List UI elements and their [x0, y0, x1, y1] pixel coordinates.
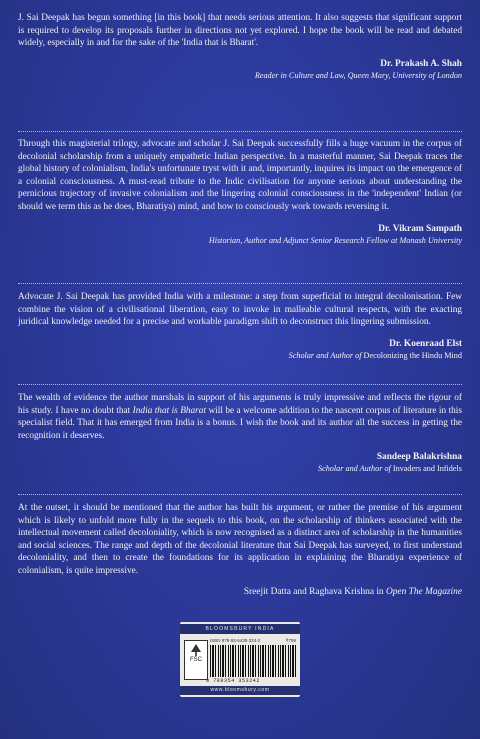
publisher-band: BLOOMSBURY INDIA: [180, 624, 300, 634]
endorsement-balakrishna: [18, 392, 462, 474]
barcode-panel: [180, 622, 300, 697]
price-label: ₹799: [285, 638, 296, 643]
website-band: www.bloomsbury.com: [180, 686, 300, 695]
endorsement-text: J. Sai Deepak has begun something [in this book] that needs serious attention. It also suggests that significant support is required to develop its proposals further in directions not yet explored. I hope the book will be read and debated widely, especially in and for the sake of the 'India that is Bharat'.: [18, 13, 462, 49]
fsc-logo: [184, 640, 208, 680]
text-before: The wealth of evidence the author marshals in support of his arguments is truly impressive and reflects the rigour of his study. I have no doubt that: [18, 393, 462, 416]
sig-magazine: Open The Magazine: [385, 586, 462, 597]
endorser-role: [18, 350, 462, 361]
endorsement-text: [18, 392, 462, 442]
tree-icon: [189, 643, 203, 657]
endorser-role: Historian, Author and Adjunct Senior Research Fellow at Monash University: [208, 235, 462, 245]
role-prefix: Scholar and Author of: [317, 464, 391, 474]
book-title: India that is Bharat: [132, 405, 207, 416]
divider: [18, 131, 462, 132]
endorsement-text: Through this magisterial trilogy, advocate and scholar J. Sai Deepak successfully fills a huge vacuum in the corpus of decolonial scholarship from a uniquely empathetic Indian perspective. In a masterful manner, Sai Deepak traces the global history of colonialism, India's unfortunate tryst with it and, importantly, inquires its impact on the emergence of a colonial consciousness. A must-read tribute to the Indic civilisation for anyone serious about understanding the pernicious trajectory of invasive colonialism and the lingering colonial consciousness in the 'independent' Indian (or should we term this as he does, Bharatiya) mind, and how to consciously work towards reversing it.: [18, 139, 462, 212]
barcode-icon: [210, 645, 296, 677]
fsc-label: FSC: [190, 657, 202, 663]
divider: [18, 283, 462, 284]
role-book: Decolonizing the Hindu Mind: [363, 350, 462, 360]
endorser-name: Dr. Koenraad Elst: [389, 338, 462, 349]
endorsement-text: At the outset, it should be mentioned that the author has built his argument, or rather the premise of his argument which is likely to unfold more fully in the sequels to this book, on the scholarship of thinkers associated with the intellectual movement called decoloniality, which is now recognised as a distinct area of scholarship in the humanities and social sciences. The range and depth of the decolonial literature that Sai Deepak has surveyed, to first understand decoloniality, and then to create the foundations for its application in explaining the Bharatiya experience of colonialism, is quite impressive.: [18, 503, 462, 576]
endorsement-text: Advocate J. Sai Deepak has provided India with a milestone: a step from superficial to integral decolonisation. Few combine the vision of a civilisational liberation, easy to invoke in malleable cultural respects, with the exacting juridical knowledge needed for a precise and workable paradigm shift to deconstruct this lingering submission.: [18, 292, 462, 328]
text-after: will be a welcome addition to the nascent corpus of literature in this specialist field. That it has emerged from India is a bonus. I wish the book and its author all the success in getting the recognition it deserves.: [18, 405, 462, 441]
endorsement-datta-krishna: [18, 502, 462, 598]
endorser-signature: [18, 586, 462, 598]
endorser-role: Reader in Culture and Law, Queen Mary, University of London: [254, 70, 462, 80]
role-prefix: Scholar and Author of: [288, 350, 362, 360]
divider: [18, 384, 462, 385]
endorser-name: Dr. Prakash A. Shah: [380, 58, 462, 69]
isbn-label: ISBN 978-93-5435-324-2: [210, 638, 261, 643]
role-book: Invaders and Infidels: [392, 464, 462, 474]
endorsement-shah: [18, 12, 462, 81]
endorser-name: Dr. Vikram Sampath: [378, 223, 462, 234]
endorser-name: Sandeep Balakrishna: [376, 452, 462, 463]
endorser-role: [18, 463, 462, 474]
endorsement-sampath: [18, 138, 462, 246]
barcode-digits: 9 789354 353242: [206, 678, 261, 684]
divider: [18, 494, 462, 495]
endorsement-elst: [18, 291, 462, 361]
sig-prefix: Sreejit Datta and Raghava Krishna in: [243, 586, 384, 597]
